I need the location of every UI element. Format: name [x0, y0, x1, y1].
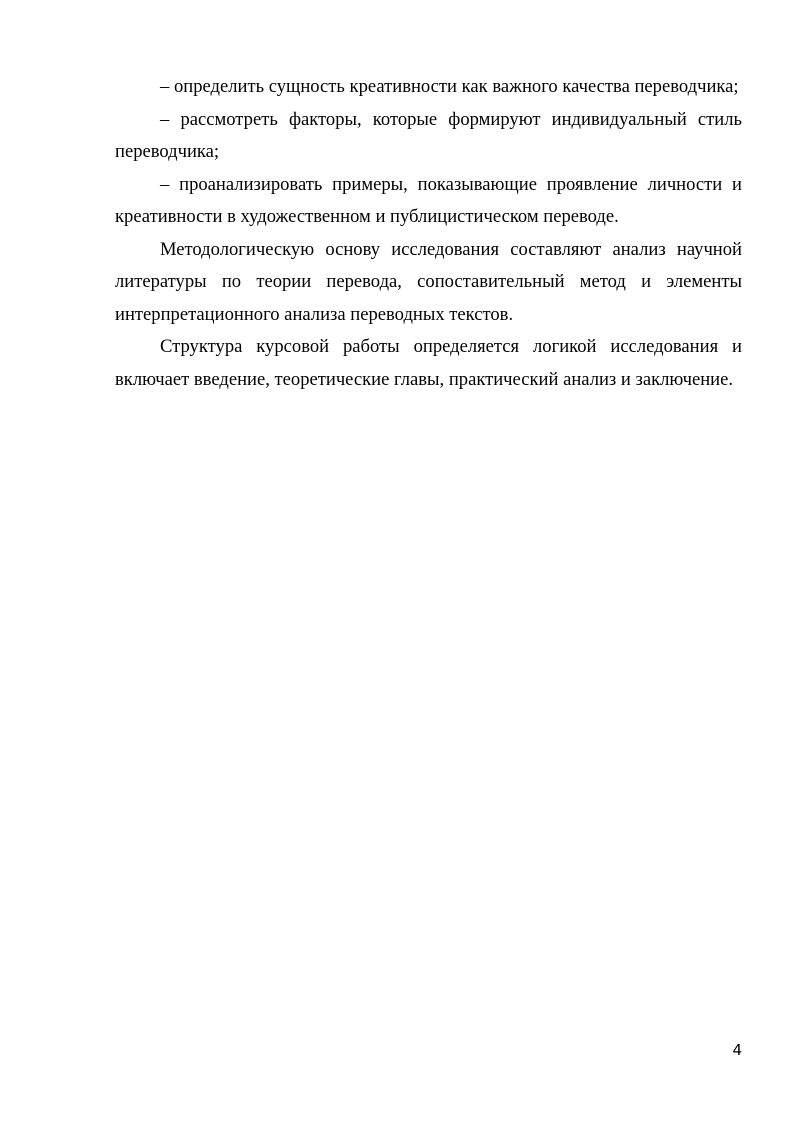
paragraph-structure: Структура курсовой работы определяется логикой исследования и включает введение, теоретические главы, практический анализ и заключение.: [115, 336, 742, 390]
list-item-objective-examples: – проанализировать примеры, показывающие проявление личности и креативности в художественном и публицистическом переводе.: [115, 173, 742, 227]
page-number: 4: [732, 1041, 742, 1059]
list-item-objective-style-factors: – рассмотреть факторы, которые формируют индивидуальный стиль переводчика;: [115, 108, 742, 162]
document-body: [115, 71, 742, 396]
list-item-objective-creativity: – определить сущность креативности как важного качества переводчика;: [160, 76, 739, 97]
paragraph-methodology: Методологическую основу исследования составляют анализ научной литературы по теории перевода, сопоставительный метод и элементы интерпретационного анализа переводных текстов.: [115, 238, 742, 325]
